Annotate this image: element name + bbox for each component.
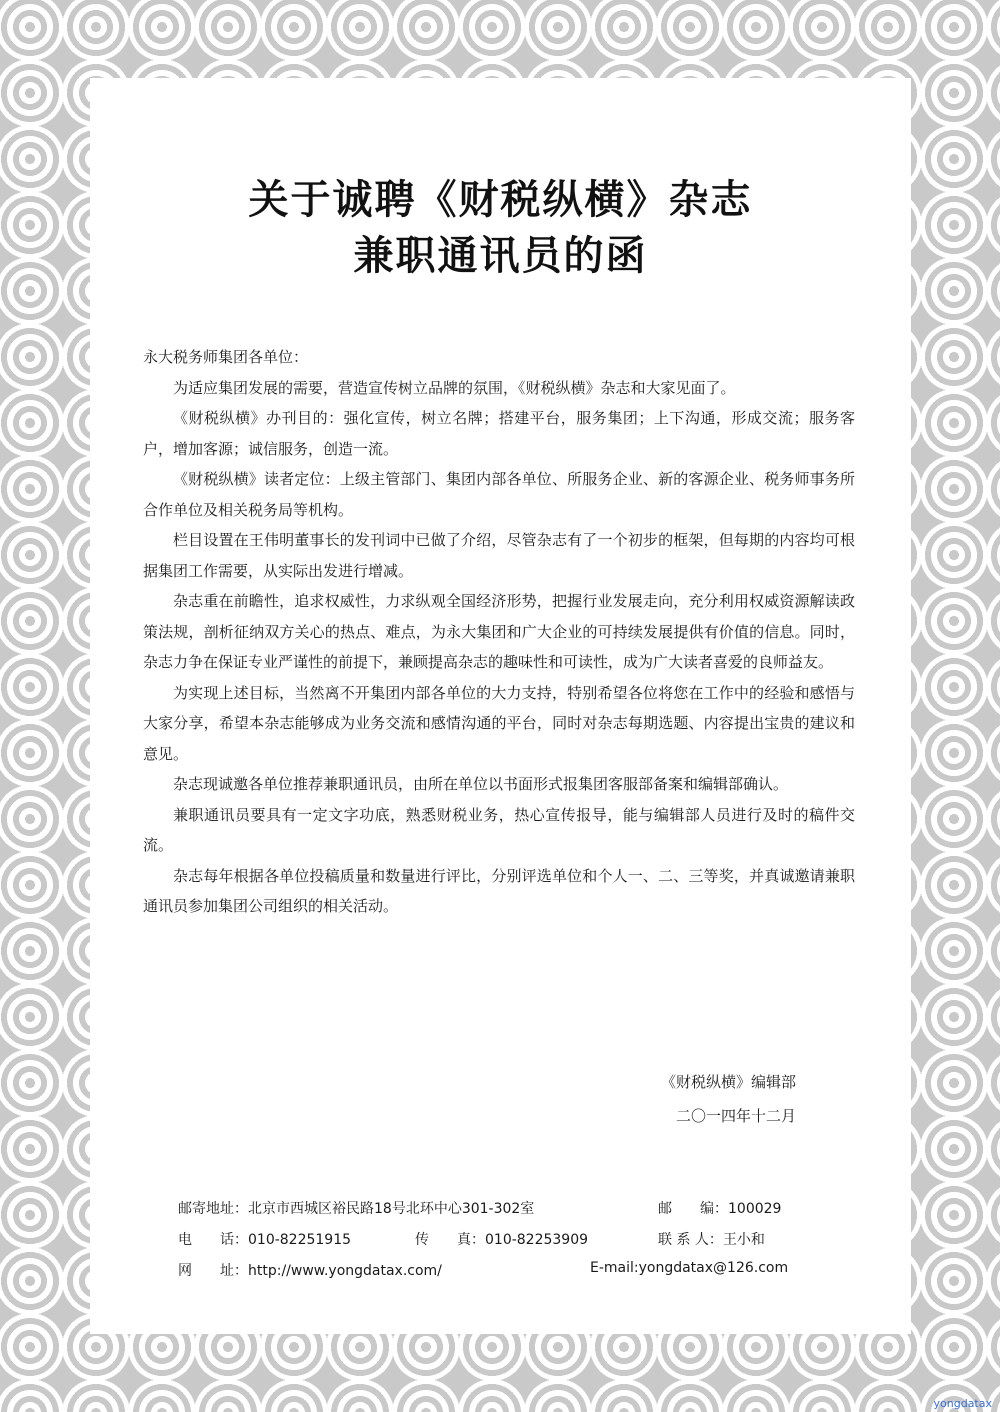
paragraph: 为实现上述目标，当然离不开集团内部各单位的大力支持，特别希望各位将您在工作中的经验和感悟与大家分享，希望本杂志能够成为业务交流和感情沟通的平台，同时对杂志每期选题、内容提出宝贵的建议和意见。 — [143, 683, 855, 763]
paragraph: 杂志重在前瞻性，追求权威性，力求纵观全国经济形势，把握行业发展走向，充分利用权威资源解读政策法规，剖析征纳双方关心的热点、难点，为永大集团和广大企业的可持续发展提供有价值的信息。同时，杂志力争在保证专业严谨性的前提下，兼顾提高杂志的趣味性和可读性，成为广大读者喜爱的良师益友。 — [143, 592, 855, 671]
paragraph: 为适应集团发展的需要，营造宣传树立品牌的氛围，《财税纵横》杂志和大家见面了。 — [173, 378, 736, 397]
paragraph: 兼职通讯员要具有一定文字功底，熟悉财税业务，热心宣传报导，能与编辑部人员进行及时的稿件交流。 — [143, 805, 855, 854]
letter-paper — [90, 78, 911, 1334]
letter-title-line-2: 兼职通讯员的函 — [353, 233, 648, 279]
salutation: 永大税务师集团各单位： — [143, 348, 309, 366]
contact-person: 联 系 人：王小和 — [658, 1232, 765, 1248]
mailing-address: 邮寄地址：北京市西城区裕民路18号北环中心301-302室 — [178, 1201, 535, 1217]
footer-row-phone — [178, 1229, 818, 1251]
watermark: yongdatax — [933, 1397, 992, 1410]
phone: 电 话：010-82251915 — [178, 1232, 352, 1248]
signature-department: 《财税纵横》编辑部 — [660, 1073, 796, 1091]
email-link[interactable]: E-mail:yongdatax@126.com — [590, 1260, 789, 1276]
letter-title-line-1: 关于诚聘《财税纵横》杂志 — [248, 177, 753, 223]
fax: 传 真：010-82253909 — [415, 1232, 589, 1248]
paragraph: 杂志每年根据各单位投稿质量和数量进行评比，分别评选单位和个人一、二、三等奖，并真诚邀请兼职通讯员参加集团公司组织的相关活动。 — [143, 866, 855, 915]
postcode: 邮 编：100029 — [658, 1201, 782, 1217]
footer-row-web — [178, 1260, 818, 1282]
website-link[interactable]: 网 址：http://www.yongdatax.com/ — [178, 1263, 442, 1279]
paragraph: 杂志现诚邀各单位推荐兼职通讯员，由所在单位以书面形式报集团客服部备案和编辑部确认。 — [173, 775, 789, 793]
letter-body — [143, 342, 855, 922]
footer-row-address — [178, 1198, 818, 1220]
paragraph: 栏目设置在王伟明董事长的发刊词中已做了介绍，尽管杂志有了一个初步的框架，但每期的内容均可根据集团工作需要，从实际出发进行增减。 — [143, 531, 855, 580]
paragraph: 《财税纵横》办刊目的：强化宣传，树立名牌；搭建平台，服务集团；上下沟通，形成交流；服务客户，增加客源；诚信服务，创造一流。 — [143, 409, 855, 458]
signature-date: 二〇一四年十二月 — [675, 1107, 796, 1125]
paragraph: 《财税纵横》读者定位：上级主管部门、集团内部各单位、所服务企业、新的客源企业、税务师事务所合作单位及相关税务局等机构。 — [143, 470, 855, 519]
